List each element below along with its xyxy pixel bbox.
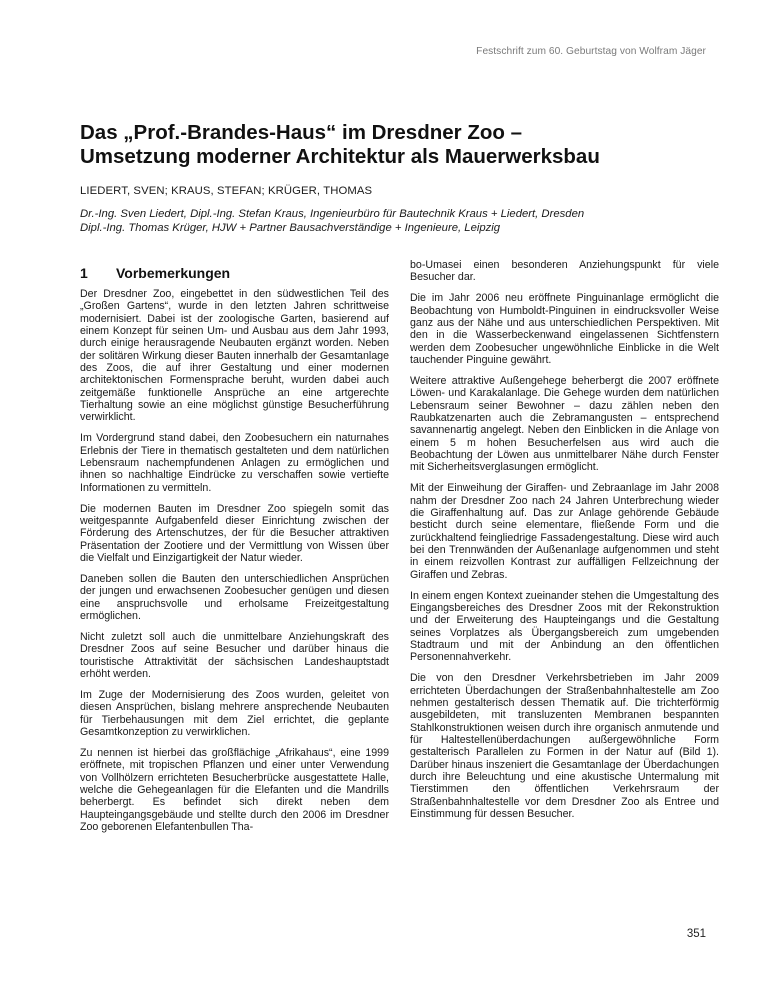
left-column [80, 264, 389, 842]
affiliation-1: Dr.-Ing. Sven Liedert, Dipl.-Ing. Stefan Kraus, Ingenieurbüro für Bautechnik Kraus + Liedert, Dresden [80, 208, 585, 220]
paragraph: Nicht zuletzt soll auch die unmittelbare Anziehungskraft des Dresdner Zoos auf seine Besucher und darüber hinaus die touristische Attraktivität der sächsischen Landeshauptstadt erhöht werden. [80, 630, 389, 680]
affiliation-2: Dipl.-Ing. Thomas Krüger, HJW + Partner Bausachverständige + Ingenieure, Leipzig [80, 222, 501, 234]
section-heading [80, 264, 389, 282]
paragraph: Zu nennen ist hierbei das großflächige „Afrikahaus“, eine 1999 eröffnete, mit tropischen Pflanzen und einer unter Verwendung von Vollhölzern errichteten Besucherbrücke ausgestattete Halle, welche die Gehegeanlagen für die Elefanten und die Mandrills beherbergt. Es befindet sich direkt neben dem Haupteingangsgebäude und stellte durch den 2006 im Dresdner Zoo geborenen Elefantenbullen Tha- [80, 746, 389, 833]
section-title: Vorbemerkungen [116, 265, 231, 281]
paragraph: Mit der Einweihung der Giraffen- und Zebraanlage im Jahr 2008 nahm der Dresdner Zoo nach 24 Jahren Unterbrechung wieder die Giraffenhaltung auf. Das zur Anlage gehörende Gebäude besticht durch seine elementare, fließende Form und die zurückhaltend feingliedrige Fassadengestaltung. Diese wird auch bei den Trennwänden der Außenanlage aufgenommen und steht in einem reizvollen Kontrast zur auffälligen Fellzeichnung der Giraffen und Zebras. [410, 482, 719, 581]
page-number: 351 [686, 928, 706, 940]
paragraph: In einem engen Kontext zueinander stehen die Umgestaltung des Eingangsbereiches des Dresdner Zoos mit der Rekonstruktion und der Erweiterung des Haupteingangs und die Gestaltung seines Vorplatzes als Übergangsbereich zum umgebenden Stadtraum und mit der Anbindung an den öffentlichen Personennahverkehr. [410, 589, 719, 664]
paragraph: Im Zuge der Modernisierung des Zoos wurden, geleitet von diesen Ansprüchen, bislang mehrere ansprechende Neubauten für Tierbehausungen mit dem Ziel errichtet, die geplante Gesamtkonzeption zu verwirklichen. [80, 688, 389, 738]
paragraph: bo-Umasei einen besonderen Anziehungspunkt für viele Besucher dar. [410, 259, 719, 284]
affiliations [80, 207, 720, 235]
paragraph: Weitere attraktive Außengehege beherbergt die 2007 eröffnete Löwen- und Karakalanlage. Die Gehege wurden dem natürlichen Lebensraum seiner Bewohner – dazu zählen neben den Raubkatzenarten auch die Zebramangusten – entsprechend savannenartig angelegt. Neben den Einblicken in die Anlage von einem 5 m hohen Besucherfelsen aus wird auch die Beobachtung der Löwen aus unmittelbarer Nähe durch Fenster mit Sicherheitsverglasungen ermöglicht. [410, 374, 719, 474]
paragraph: Der Dresdner Zoo, eingebettet in den südwestlichen Teil des „Großen Gartens“, wurde in den letzten Jahren schrittweise modernisiert. Dabei ist der zoologische Garten, basierend auf einem Konzept für seinen Um- und Ausbau aus dem Jahr 1993, durch einige herausragende Neubauten ergänzt worden. Neben der solitären Wirkung dieser Bauten innerhalb der Gesamtanlage des Zoos, die auf ihrer Gestaltung und einer modernen architektonischen Formensprache beruht, wurden dabei auch zeitgemäße funktionelle Ansprüche an eine artgerechte Tierhaltung sowie an eine möglichst günstige Besucherführung verwirklicht. [80, 288, 389, 424]
title-line-1: Das „Prof.-Brandes-Haus“ im Dresdner Zoo – [80, 121, 522, 144]
article-title [80, 121, 700, 169]
author-list: LIEDERT, SVEN; KRAUS, STEFAN; KRÜGER, THOMAS [80, 185, 373, 197]
paragraph: Die modernen Bauten im Dresdner Zoo spiegeln somit das weitgespannte Aufgabenfeld dieser Einrichtung zwischen der Förderung des Artenschutzes, der für die Besucher attraktiven Präsentation der Zootiere und der Vermittlung von Wissen über die Vielfalt und Einzigartigkeit der Natur wieder. [80, 502, 389, 565]
running-header: Festschrift zum 60. Geburtstag von Wolfram Jäger [476, 46, 706, 57]
title-line-2: Umsetzung moderner Architektur als Mauerwerksbau [80, 145, 600, 168]
paragraph: Daneben sollen die Bauten den unterschiedlichen Ansprüchen der jungen und erwachsenen Zoobesucher genügen und diesen eine anspruchsvolle und erholsame Freizeitgestaltung ermöglichen. [80, 573, 389, 623]
right-column [410, 259, 719, 829]
paragraph: Im Vordergrund stand dabei, den Zoobesuchern ein naturnahes Erlebnis der Tiere in thematisch gestalteten und dem natürlichen Lebensraum nachempfundenen Anlagen zu ermöglichen und ihnen so nachhaltige Eindrücke zu verschaffen sowie vertiefte Informationen zu vermitteln. [80, 432, 389, 494]
paragraph: Die von den Dresdner Verkehrsbetrieben im Jahr 2009 errichteten Überdachungen der Straßenbahnhaltestelle am Zoo nehmen gestalterisch dessen Thematik auf. Die trichterförmig ausgebildeten, mit transluzenten Membranen bespannten Stahlkonstruktionen weisen durch ihre organisch anmutende und für Haltestellenüberdachungen außergewöhnliche Form gestalterisch Parallelen zu Formen in der Natur auf (Bild 1). Darüber hinaus inszeniert die Gesamtanlage der Überdachungen durch ihre Beleuchtung und eine akustische Untermalung mit Tierstimmen den öffentlichen Verkehrsraum der Straßenbahnhaltestelle vor dem Dresdner Zoo als Entree und Einstimmung für dessen Besucher. [410, 672, 719, 821]
paragraph: Die im Jahr 2006 neu eröffnete Pinguinanlage ermöglicht die Beobachtung von Humboldt-Pinguinen in eindrucksvoller Weise ganz aus der Nähe und aus unterschiedlichen Perspektiven. Mit den in die Wasserbeckenwand eingelassenen Sichtfenstern werden dem Zoobesucher ungewöhnliche Einblicke in die Welt tauchender Pinguine gewährt. [410, 292, 719, 366]
section-number: 1 [80, 265, 88, 281]
